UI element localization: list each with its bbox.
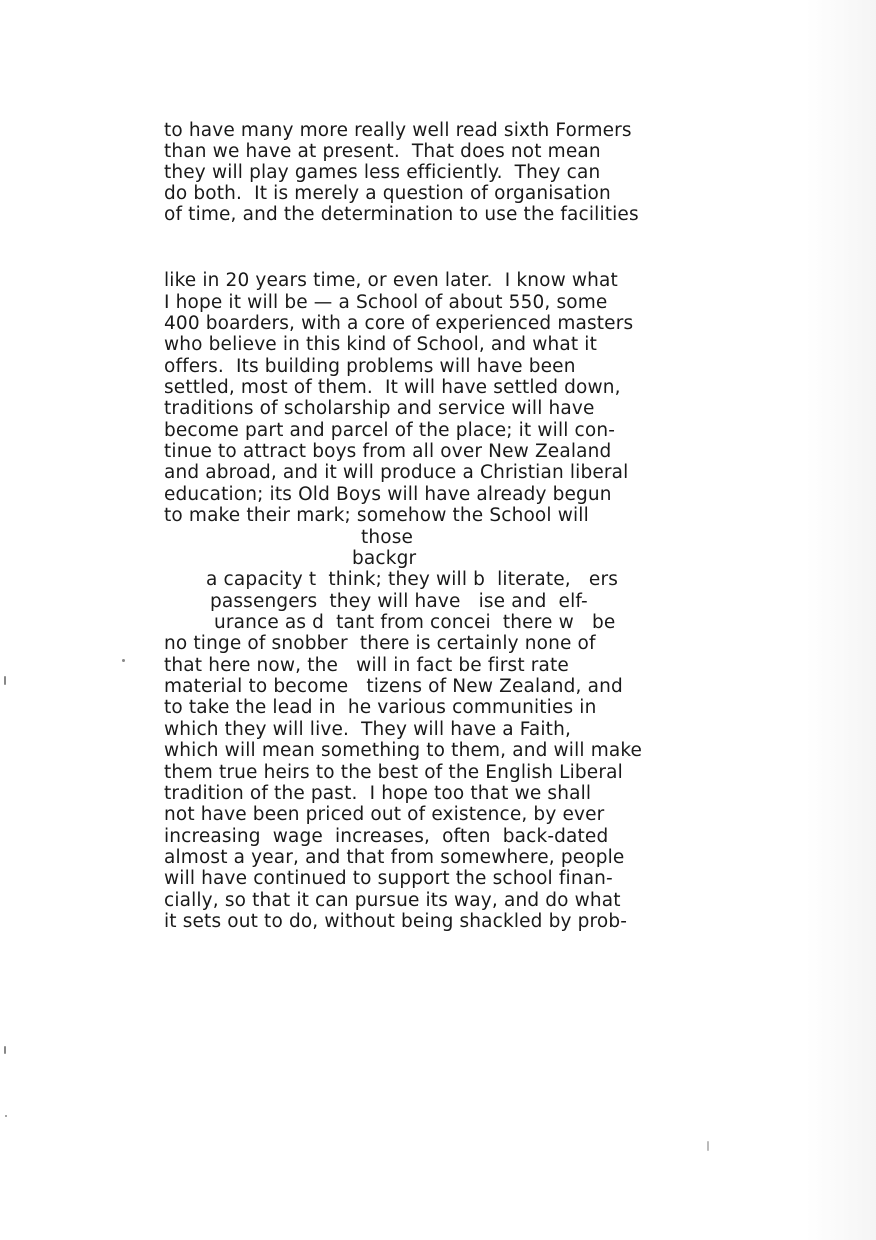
text-line: urance as d tant from concei there w be xyxy=(214,612,616,633)
text-line: I hope it will be — a School of about 550, some xyxy=(164,292,608,313)
text-line: increasing wage increases, often back-dated xyxy=(164,826,609,847)
text-line: to make their mark; somehow the School will xyxy=(164,505,589,526)
text-line: who believe in this kind of School, and what it xyxy=(164,334,597,355)
text-line: will have continued to support the school finan- xyxy=(164,868,613,889)
text-line: education; its Old Boys will have already begun xyxy=(164,484,612,505)
text-line: which they will live. They will have a Faith, xyxy=(164,719,571,740)
text-line: passengers they will have ise and elf- xyxy=(210,591,588,612)
text-line: which will mean something to them, and will make xyxy=(164,740,643,761)
text-line: like in 20 years time, or even later. I know what xyxy=(164,270,618,291)
text-line: and abroad, and it will produce a Christian liberal xyxy=(164,462,629,483)
scan-speck xyxy=(707,1141,709,1151)
text-line: them true heirs to the best of the English Liberal xyxy=(164,762,623,783)
text-line: tradition of the past. I hope too that we shall xyxy=(164,783,592,804)
text-line: a capacity t think; they will b literate, ers xyxy=(206,569,619,590)
text-line: it sets out to do, without being shackled by prob- xyxy=(164,911,628,932)
text-line: to have many more really well read sixth Formers xyxy=(164,120,632,141)
text-line: traditions of scholarship and service will have xyxy=(164,398,595,419)
text-line: to take the lead in he various communities in xyxy=(164,697,597,718)
text-line: not have been priced out of existence, by ever xyxy=(164,804,605,825)
text-line: become part and parcel of the place; it will con- xyxy=(164,420,616,441)
scan-speck xyxy=(122,659,125,662)
text-line: almost a year, and that from somewhere, people xyxy=(164,847,625,868)
text-line: 400 boarders, with a core of experienced masters xyxy=(164,313,634,334)
text-line: of time, and the determination to use the facilities xyxy=(164,204,639,225)
text-line: tinue to attract boys from all over New Zealand xyxy=(164,441,612,462)
text-line: settled, most of them. It will have settled down, xyxy=(164,377,621,398)
scan-speck xyxy=(4,1046,6,1054)
text-line: do both. It is merely a question of organisation xyxy=(164,183,611,204)
text-line: than we have at present. That does not mean xyxy=(164,141,601,162)
text-line: that here now, the will in fact be first rate xyxy=(164,655,569,676)
text-line: those xyxy=(361,527,414,548)
text-line: no tinge of snobber there is certainly none of xyxy=(164,633,596,654)
scan-speck xyxy=(5,1115,7,1117)
text-line: cially, so that it can pursue its way, and do what xyxy=(164,890,621,911)
text-line: they will play games less efficiently. They can xyxy=(164,162,601,183)
scan-speck xyxy=(4,676,6,685)
text-line: material to become tizens of New Zealand, and xyxy=(164,676,623,697)
text-line: offers. Its building problems will have been xyxy=(164,356,576,377)
text-line: backgr xyxy=(352,548,417,569)
